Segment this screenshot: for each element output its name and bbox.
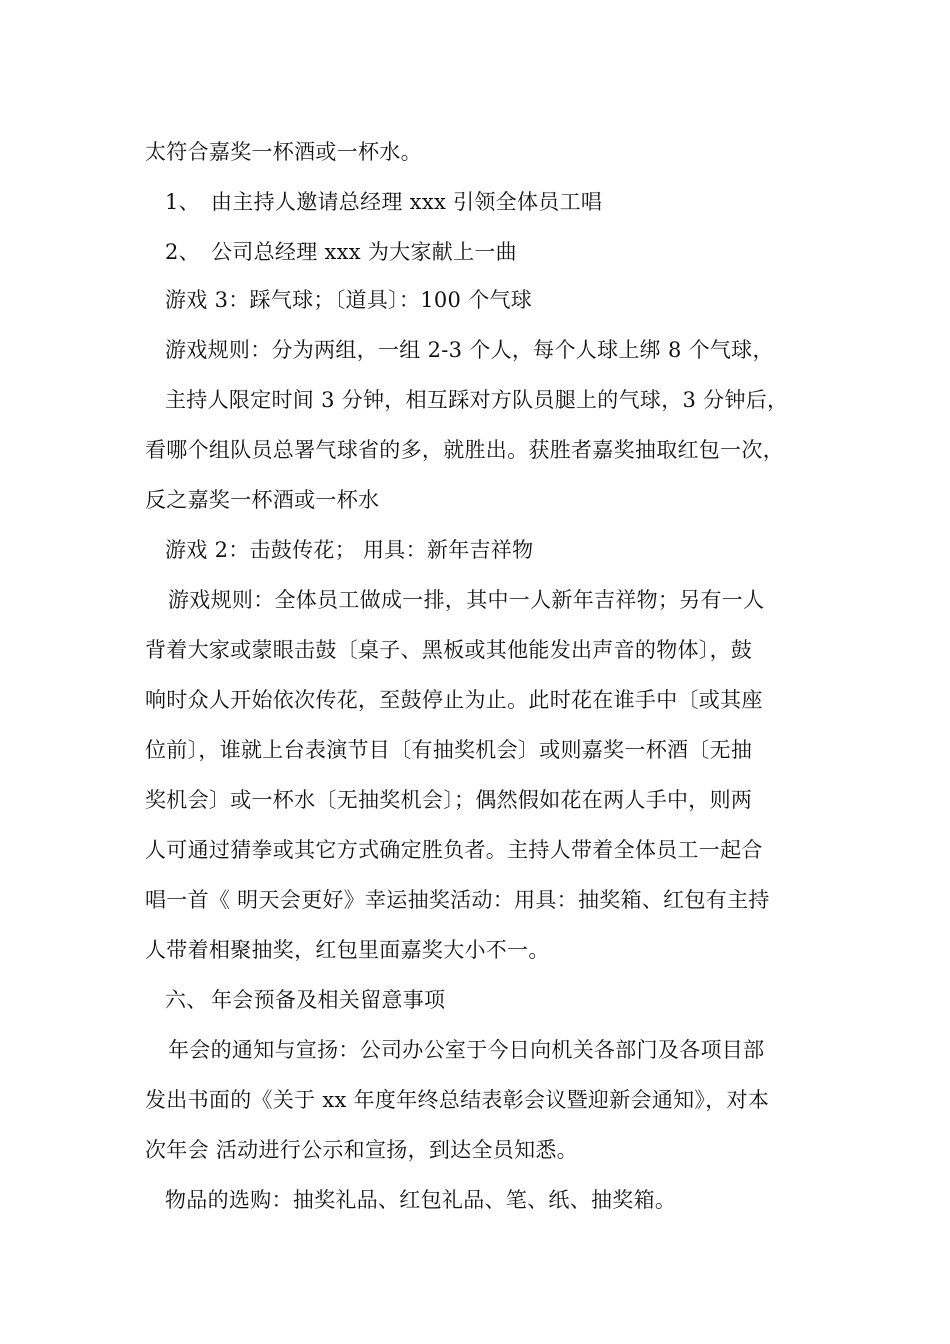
text-line: 响时众人开始依次传花，至鼓停止为止。此时花在谁手中〔或其座 bbox=[145, 688, 763, 712]
list-item-text: 公司总经理 xxx 为大家献上一曲 bbox=[211, 240, 517, 264]
list-item bbox=[165, 187, 855, 217]
text-line: 主持人限定时间 3 分钟，相互踩对方队员腿上的气球，3 分钟后， bbox=[165, 388, 789, 412]
text-line: 看哪个组队员总署气球省的多，就胜出。获胜者嘉奖抽取红包一次， bbox=[145, 438, 784, 462]
text-line: 游戏规则：分为两组，一组 2-3 个人，每个人球上绑 8 个气球， bbox=[165, 338, 774, 362]
text-line: 唱一首《 明天会更好》幸运抽奖活动：用具：抽奖箱、红包有主持 bbox=[145, 888, 770, 912]
text-line: 太符合嘉奖一杯酒或一杯水。 bbox=[145, 140, 422, 164]
text-line: 人可通过猜拳或其它方式确定胜负者。主持人带着全体员工一起合 bbox=[145, 838, 763, 862]
text-line: 发出书面的《关于 xx 年度年终总结表彰会议暨迎新会通知》，对本 bbox=[145, 1088, 770, 1112]
section-number: 六、 bbox=[165, 988, 208, 1012]
list-number: 1、 bbox=[165, 190, 200, 214]
text-line: 年会的通知与宣扬：公司办公室于今日向机关各部门及各项目部 bbox=[168, 1038, 765, 1062]
text-line: 位前〕，谁就上台表演节目〔有抽奖机会〕或则嘉奖一杯酒〔无抽 bbox=[145, 738, 753, 762]
text-line: 反之嘉奖一杯酒或一杯水 bbox=[145, 488, 380, 512]
list-item bbox=[165, 237, 855, 267]
list-number: 2、 bbox=[165, 240, 200, 264]
text-line: 次年会 活动进行公示和宣扬，到达全员知悉。 bbox=[145, 1138, 578, 1162]
section-title: 年会预备及相关留意事项 bbox=[211, 988, 446, 1012]
text-line: 游戏 3：踩气球；〔道具〕：100 个气球 bbox=[165, 288, 533, 312]
text-line: 奖机会〕或一杯水〔无抽奖机会〕；偶然假如花在两人手中，则两 bbox=[145, 788, 753, 812]
text-line: 人带着相聚抽奖，红包里面嘉奖大小不一。 bbox=[145, 938, 550, 962]
list-item-text: 由主持人邀请总经理 xxx 引领全体员工唱 bbox=[211, 190, 603, 214]
text-line: 游戏规则：全体员工做成一排，其中一人新年吉祥物；另有一人 bbox=[168, 588, 765, 612]
text-line: 物品的选购：抽奖礼品、红包礼品、笔、纸、抽奖箱。 bbox=[165, 1188, 677, 1212]
text-line: 背着大家或蒙眼击鼓〔桌子、黑板或其他能发出声音的物体〕，鼓 bbox=[145, 638, 753, 662]
text-line: 游戏 2：击鼓传花； 用具：新年吉祥物 bbox=[165, 538, 534, 562]
section-heading bbox=[165, 985, 855, 1015]
